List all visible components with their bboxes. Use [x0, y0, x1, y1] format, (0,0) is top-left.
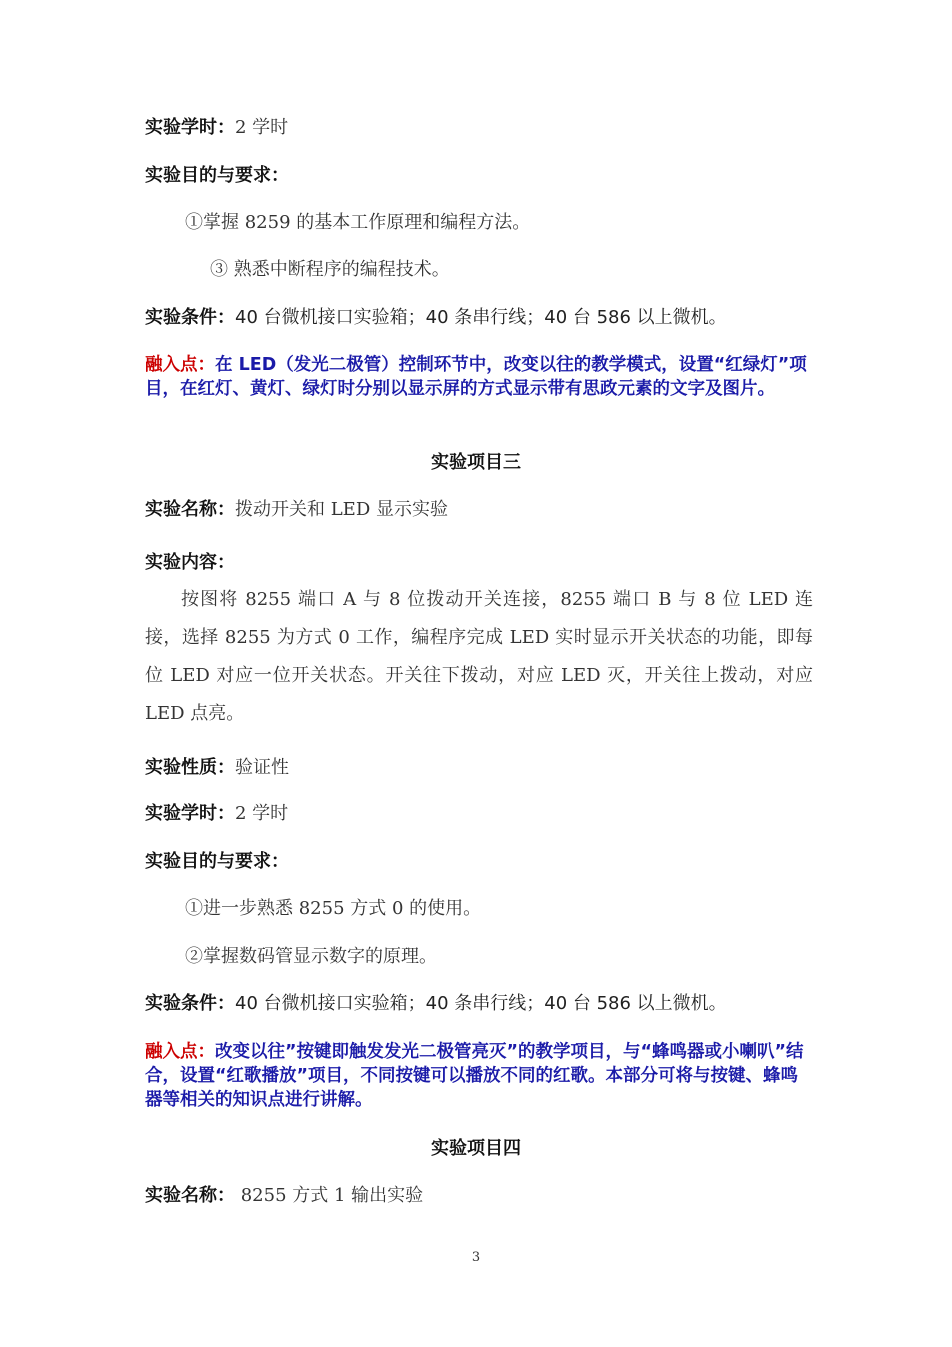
- lab3-conditions-row: [145, 992, 815, 1016]
- lab3-name-row: [145, 498, 815, 522]
- lab3-content-text: 按图将 8255 端口 A 与 8 位拨动开关连接，8255 端口 B 与 8 位 LED 连接，选择 8255 为方式 0 工作，编程序完成 LED 实时显示开关状态的功能，即每位 LED 对应一位开关状态。开关往下拨动，对应 LED 灭，开关往上拨动，对应 LED 点亮。: [145, 589, 813, 724]
- lab3-objective-2: ②掌握数码管显示数字的原理。: [185, 946, 437, 967]
- lab3-integration-label: 融入点：: [145, 1042, 215, 1062]
- lab2-hours-label: 实验学时：: [145, 117, 235, 138]
- lab3-hours-value: 2 学时: [235, 803, 289, 824]
- lab2-objectives-label: 实验目的与要求：: [145, 165, 289, 186]
- lab3-content-label: 实验内容：: [145, 552, 235, 573]
- lab3-hours-label: 实验学时：: [145, 803, 235, 824]
- lab2-integration-text: 在 LED（发光二极管）控制环节中，改变以往的教学模式，设置“红绿灯”项目，在红灯、黄灯、绿灯时分别以显示屏的方式显示带有思政元素的文字及图片。: [145, 355, 807, 399]
- lab3-conditions-label: 实验条件：: [145, 993, 235, 1014]
- lab3-integration-text: 改变以往”按键即触发发光二极管亮灭”的教学项目，与“蜂鸣器或小喇叭”结合，设置“红歌播放”项目，不同按键可以播放不同的红歌。本部分可将与按键、蜂鸣器等相关的知识点进行讲解。: [145, 1042, 804, 1110]
- lab3-objectives-row: [145, 850, 815, 874]
- page-number: 3: [471, 1250, 481, 1265]
- lab4-name-row: [145, 1184, 815, 1208]
- lab2-hours-row: [145, 116, 815, 140]
- lab2-objective-2: ③ 熟悉中断程序的编程技术。: [210, 259, 450, 280]
- lab3-nature-label: 实验性质：: [145, 757, 235, 778]
- lab3-integration-point: [145, 1040, 815, 1112]
- lab2-objectives-row: [145, 164, 815, 188]
- lab2-integration-label: 融入点：: [145, 355, 215, 375]
- lab4-heading: 实验项目四: [431, 1138, 521, 1159]
- lab2-conditions-label: 实验条件：: [145, 307, 235, 328]
- lab3-nature-row: [145, 756, 815, 780]
- lab3-nature-value: 验证性: [235, 757, 289, 778]
- lab3-objectives-label: 实验目的与要求：: [145, 851, 289, 872]
- lab2-integration-point: [145, 353, 815, 401]
- lab2-conditions-value: 40 台微机接口实验箱；40 条串行线；40 台 586 以上微机。: [235, 307, 727, 328]
- lab3-name-value: 拨动开关和 LED 显示实验: [235, 499, 448, 520]
- lab3-hours-row: [145, 802, 815, 826]
- lab3-objective-1: ①进一步熟悉 8255 方式 0 的使用。: [185, 898, 482, 919]
- lab3-content-row: [145, 551, 815, 575]
- lab4-name-label: 实验名称：: [145, 1185, 235, 1206]
- lab3-conditions-value: 40 台微机接口实验箱；40 条串行线；40 台 586 以上微机。: [235, 993, 727, 1014]
- lab2-hours-value: 2 学时: [235, 117, 289, 138]
- lab2-conditions-row: [145, 306, 815, 330]
- lab3-name-label: 实验名称：: [145, 499, 235, 520]
- lab2-objective-1: ①掌握 8259 的基本工作原理和编程方法。: [185, 212, 531, 233]
- lab4-name-value: 8255 方式 1 输出实验: [235, 1185, 424, 1206]
- lab3-heading: 实验项目三: [431, 452, 521, 473]
